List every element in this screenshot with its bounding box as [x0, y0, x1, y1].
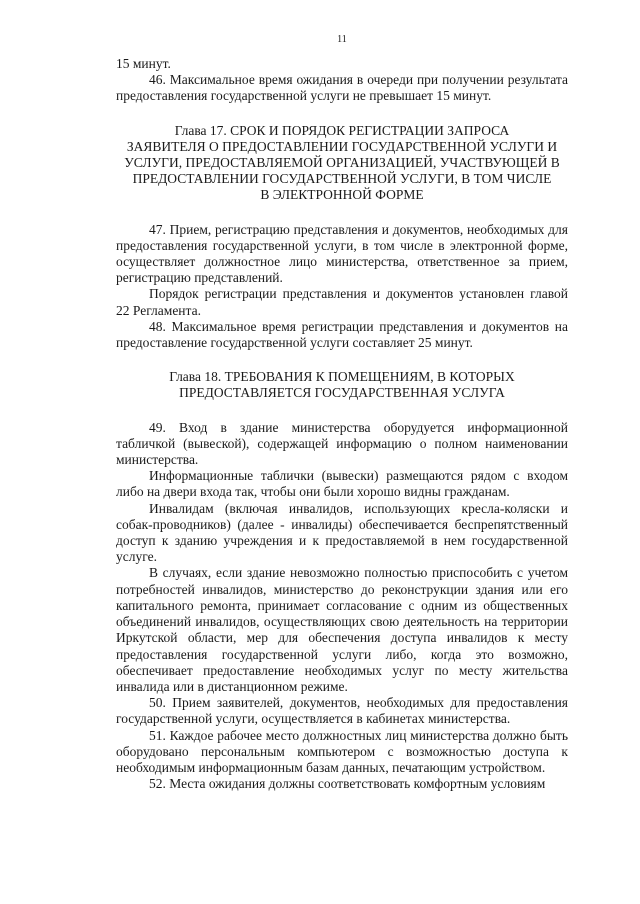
chapter-17-heading-line: ЗАЯВИТЕЛЯ О ПРЕДОСТАВЛЕНИИ ГОСУДАРСТВЕННОЙ УСЛУГИ И	[126, 138, 558, 154]
chapter-17-heading	[116, 123, 568, 204]
paragraph-building-adaptation: В случаях, если здание невозможно полностью приспособить с учетом потребностей инвалидов, министерство до реконструкции здания или его капитального ремонта, принимает согласование с одним из общественных объединений инвалидов, осуществляющих свою деятельность на территории Иркутской области, мер для обеспечения доступа инвалидов к месту предоставления государственной услуги либо, когда это возможно, обеспечивает предоставление необходимых услуг по месту жительства инвалида или в дистанционном режиме.	[116, 565, 568, 694]
chapter-17-heading-line: ПРЕДОСТАВЛЕНИИ ГОСУДАРСТВЕННОЙ УСЛУГИ, В ТОМ ЧИСЛЕ	[132, 171, 552, 187]
paragraph-52: 52. Места ожидания должны соответствовать комфортным условиям	[149, 776, 546, 792]
paragraph-registration-order: Порядок регистрации представления и документов установлен главой 22 Регламента.	[116, 286, 568, 318]
paragraph-51: 51. Каждое рабочее место должностных лиц министерства должно быть оборудовано персональным компьютером с возможностью доступа к необходимым информационным базам данных, печатающим устройством.	[116, 727, 568, 775]
chapter-18-heading-line: Глава 18. ТРЕБОВАНИЯ К ПОМЕЩЕНИЯМ, В КОТОРЫХ	[169, 369, 515, 385]
paragraph-46: 46. Максимальное время ожидания в очереди при получении результата предоставления государственной услуги не превышает 15 минут.	[116, 72, 568, 104]
chapter-17-heading-line: УСЛУГИ, ПРЕДОСТАВЛЯЕМОЙ ОРГАНИЗАЦИЕЙ, УЧАСТВУЮЩЕЙ В	[124, 155, 560, 171]
chapter-17-heading-line: В ЭЛЕКТРОННОЙ ФОРМЕ	[260, 187, 424, 203]
page-number: 11	[337, 34, 347, 45]
chapter-18-heading-line: ПРЕДОСТАВЛЯЕТСЯ ГОСУДАРСТВЕННАЯ УСЛУГА	[179, 385, 505, 401]
chapter-18-heading	[116, 369, 568, 401]
paragraph-disabled-access: Инвалидам (включая инвалидов, использующих кресла-коляски и собак-проводников) (далее - инвалиды) обеспечивается беспрепятственный доступ к зданию учреждения и к предоставляемой в нем государственной услуге.	[116, 500, 568, 565]
paragraph-50: 50. Прием заявителей, документов, необходимых для предоставления государственной услуги, осуществляется в кабинетах министерства.	[116, 695, 568, 727]
paragraph-47: 47. Прием, регистрацию представления и документов, необходимых для предоставления государственной услуги, в том числе в электронной форме, осуществляет должностное лицо министерства, ответственное за прием, регистрацию представлений.	[116, 221, 568, 286]
paragraph-continuation: 15 минут.	[116, 56, 171, 71]
paragraph-49: 49. Вход в здание министерства оборудуется информационной табличкой (вывеской), содержащей информацию о полном наименовании министерства.	[116, 419, 568, 468]
chapter-17-heading-line: Глава 17. СРОК И ПОРЯДОК РЕГИСТРАЦИИ ЗАПРОСА	[174, 122, 510, 138]
paragraph-info-signs: Информационные таблички (вывески) размещаются рядом с входом либо на двери входа так, чтобы они были хорошо видны гражданам.	[116, 468, 568, 500]
paragraph-48: 48. Максимальное время регистрации представления и документов на предоставление государственной услуги составляет 25 минут.	[116, 318, 568, 351]
document-body	[116, 56, 568, 792]
